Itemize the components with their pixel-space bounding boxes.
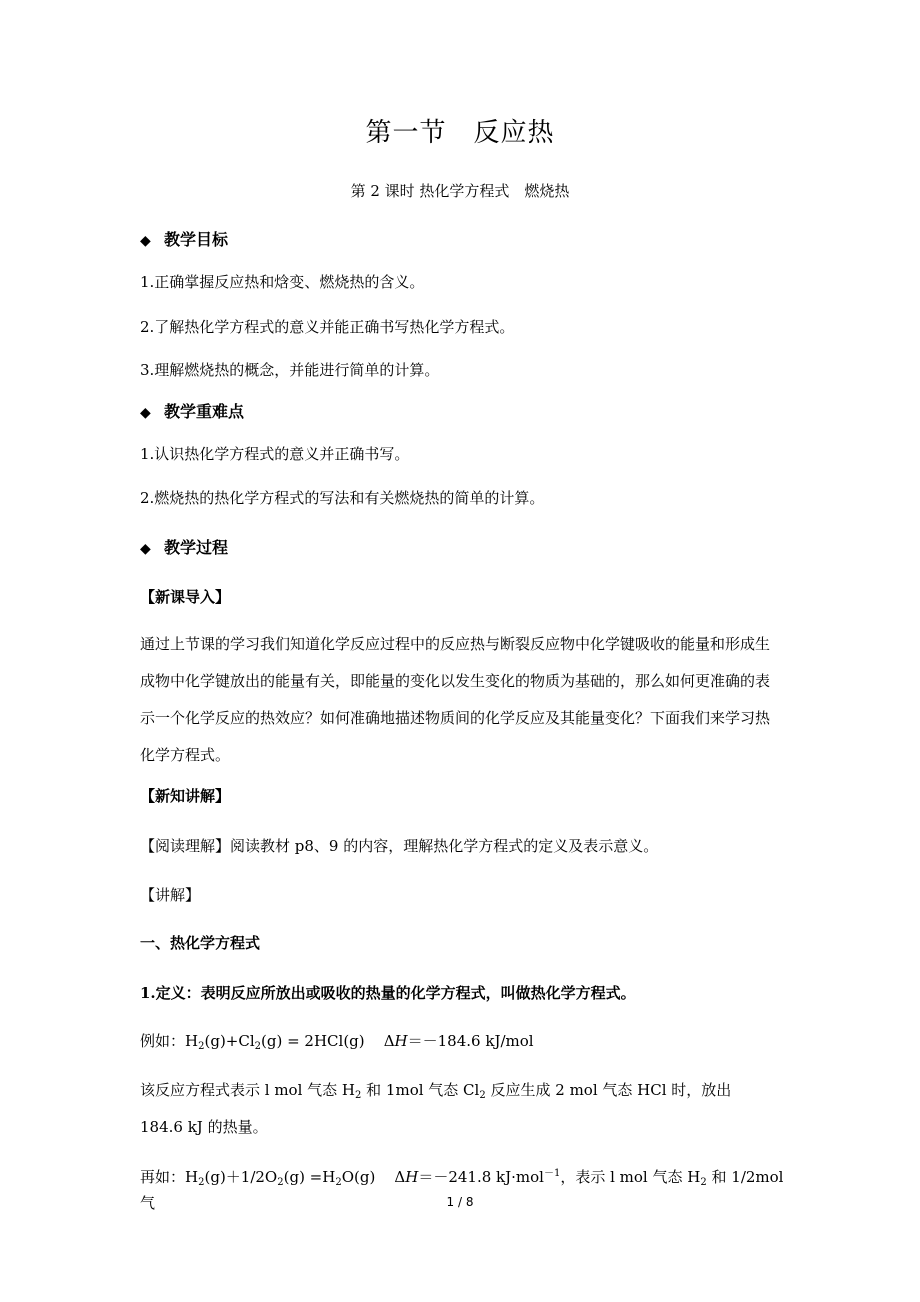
explain1-line: 该反应方程式表示 l mol 气态 $H_2$ 和 1mol 气态 $Cl_2$ 反应生成 2 mol 气态 HCl 时，放出 <box>140 1081 732 1101</box>
key-point-item: 2.燃烧热的热化学方程式的写法和有关燃烧热的简单的计算。 <box>140 489 545 507</box>
intro-paragraph: 通过上节课的学习我们知道化学反应过程中的反应热与断裂反应物中化学键吸收的能量和形成生成物中化学键放出的能量有关，即能量的变化以发生变化的物质为基础的，那么如何更准确的表示一个化学反应的热效应？如何准确地描述物质间的化学反应及其能量变化？下面我们来学习热化学方程式。 <box>140 635 771 764</box>
part1-heading: 一、热化学方程式 <box>140 934 261 952</box>
section-heading-goals: ◆ 教学目标 <box>140 230 229 249</box>
example2-prefix: 再如： <box>140 1168 186 1186</box>
new-knowledge-label: 【新知讲解】 <box>140 787 231 805</box>
lecture-label: 【讲解】 <box>140 886 201 904</box>
page-subtitle: 第 2 课时 热化学方程式 燃烧热 <box>350 182 570 200</box>
page-title: 第一节 反应热 <box>365 118 555 148</box>
diamond-bullet-icon: ◆ <box>140 405 151 421</box>
example1-line <box>140 1031 780 1057</box>
delta-h-1: ＝－184.6 kJ/mol <box>407 1032 534 1050</box>
example2-line: 再如：$H_2(g)+1/2O_2(g) =H_2O(g)$ ΔH＝－241.8 kJ·mol$^{-1}$，表示 l mol 气态 $H_2$ 和 1/2mol 气 <box>140 1168 784 1212</box>
page-number: 1 / 8 <box>446 1195 474 1209</box>
section-heading-key-points: ◆ 教学重难点 <box>140 402 245 421</box>
reading-line <box>140 836 780 856</box>
equation-2: $H_2(g)+1/2O_2(g) =H_2O(g)$ ΔH <box>185 1168 419 1188</box>
section-heading-process: ◆ 教学过程 <box>140 538 229 557</box>
diamond-bullet-icon: ◆ <box>140 233 151 249</box>
reading-text: 阅读教材 p8、9 的内容，理解热化学方程式的定义及表示意义。 <box>230 837 659 855</box>
key-point-item: 1.认识热化学方程式的意义并正确书写。 <box>140 445 410 463</box>
goal-item: 3.理解燃烧热的概念，并能进行简单的计算。 <box>140 361 440 379</box>
intro-label: 【新课导入】 <box>140 588 231 606</box>
example1-prefix: 例如： <box>140 1032 186 1050</box>
definition-line: 1.定义：表明反应所放出或吸收的热量的化学方程式，叫做热化学方程式。 <box>140 984 636 1002</box>
explain1-line2: 184.6 kJ 的热量。 <box>140 1118 268 1136</box>
diamond-bullet-icon: ◆ <box>140 541 151 557</box>
goal-item: 1.正确掌握反应热和焓变、燃烧热的含义。 <box>140 273 425 291</box>
equation-1: $H_2(g)+Cl_2(g) = 2HCl(g)$ ΔH <box>185 1032 408 1052</box>
reading-label: 【阅读理解】 <box>140 837 231 855</box>
delta-h-2: ＝－241.8 kJ·mol <box>418 1168 544 1186</box>
goal-item: 2.了解热化学方程式的意义并能正确书写热化学方程式。 <box>140 318 515 336</box>
